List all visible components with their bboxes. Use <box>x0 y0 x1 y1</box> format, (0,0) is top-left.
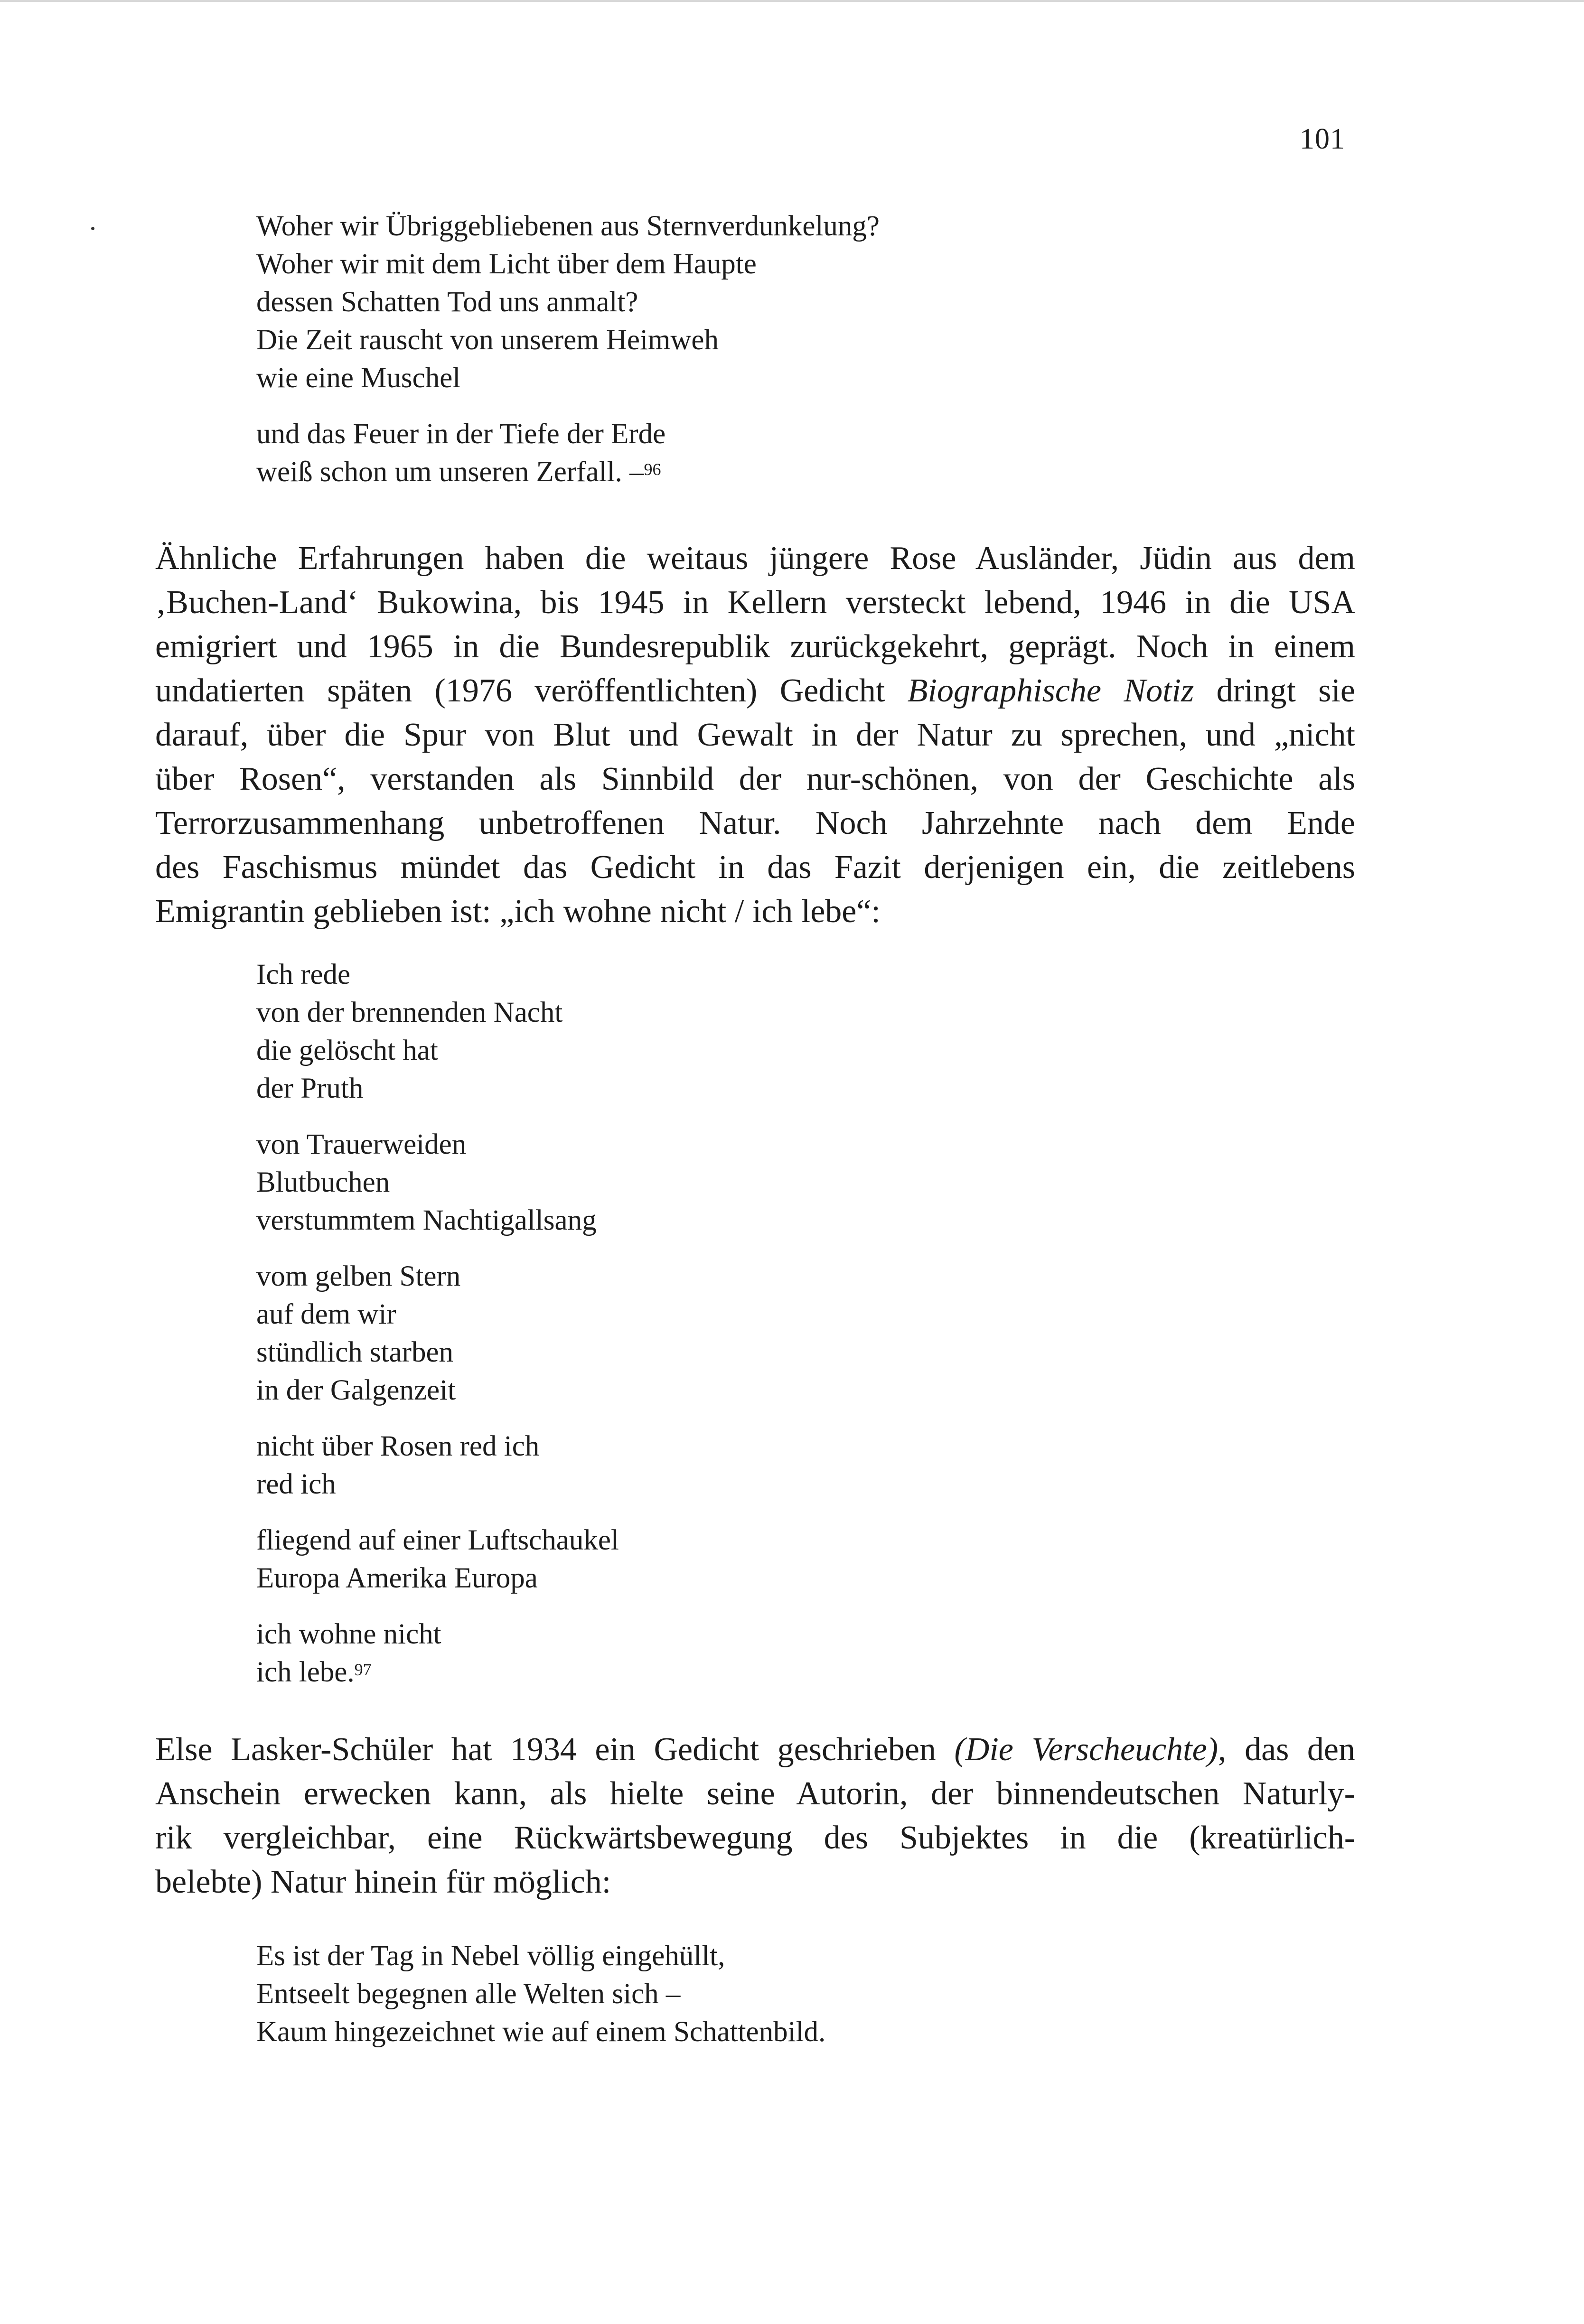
verse-line: in der Galgenzeit <box>256 1374 456 1406</box>
verse-line: von Trauerweiden <box>256 1129 467 1160</box>
work-title: (Die Verscheuchte) <box>954 1731 1218 1768</box>
verse-line: wie eine Muschel <box>256 362 461 394</box>
scan-speck <box>91 227 94 230</box>
verse-line: Ich rede <box>256 959 351 990</box>
paragraph-line <box>155 1727 1355 1772</box>
paragraph-line: ‚Buchen-Land‘ Bukowina, bis 1945 in Kellern versteckt lebend, 1946 in die USA <box>155 584 1355 621</box>
verse-line: red ich <box>256 1468 336 1500</box>
verse-line: der Pruth <box>256 1073 364 1104</box>
verse-line: stündlich starben <box>256 1336 454 1368</box>
work-title: Biographische Notiz <box>907 672 1194 709</box>
paragraph-line: Emigrantin geblieben ist: „ich wohne nicht / ich lebe“: <box>155 893 881 930</box>
verse-line: Entseelt begegnen alle Welten sich – <box>256 1978 681 2010</box>
verse-line: auf dem wir <box>256 1298 396 1330</box>
paragraph-line: rik vergleichbar, eine Rückwärtsbewegung des Subjektes in die (kreatürlich- <box>155 1820 1355 1856</box>
verse-line: und das Feuer in der Tiefe der Erde <box>256 418 666 450</box>
verse-line: dessen Schatten Tod uns anmalt? <box>256 286 638 318</box>
verse-line: Woher wir Übriggebliebenen aus Sternverdunkelung? <box>256 210 880 242</box>
verse-line: ich wohne nicht <box>256 1618 441 1650</box>
verse-line: von der brennenden Nacht <box>256 997 563 1028</box>
paragraph-line: darauf, über die Spur von Blut und Gewalt in der Natur zu sprechen, und „nicht <box>155 717 1355 753</box>
verse-line: vom gelben Stern <box>256 1260 461 1292</box>
verse-text: weiß schon um unseren Zerfall. – <box>256 456 644 488</box>
body-paragraph-1 <box>155 536 1355 933</box>
poem-excerpt-2 <box>256 956 619 1691</box>
body-paragraph-2 <box>155 1727 1355 1904</box>
poem-stanza <box>256 1428 619 1503</box>
poem-excerpt-3 <box>256 1937 825 2051</box>
poem-stanza <box>256 1615 619 1691</box>
verse-line: Die Zeit rauscht von unserem Heimweh <box>256 324 719 356</box>
paragraph-line: über Rosen“, verstanden als Sinnbild der nur-schönen, von der Geschichte als <box>155 761 1355 797</box>
poem-stanza <box>256 956 619 1108</box>
poem-stanza <box>256 1937 825 2051</box>
paragraph-line <box>155 669 1355 713</box>
poem-stanza <box>256 415 880 491</box>
verse-line <box>256 1653 619 1691</box>
paragraph-line: emigriert und 1965 in die Bundesrepublik zurückgekehrt, geprägt. Noch in einem <box>155 628 1355 665</box>
paragraph-line: des Faschismus mündet das Gedicht in das Fazit derjenigen ein, die zeitlebens <box>155 849 1355 886</box>
verse-text: ich lebe. <box>256 1656 355 1688</box>
paragraph-text: dringt sie <box>1194 672 1355 709</box>
page-number: 101 <box>1300 123 1345 155</box>
verse-line: Es ist der Tag in Nebel völlig eingehüllt, <box>256 1940 725 1972</box>
verse-line: Kaum hingezeichnet wie auf einem Schattenbild. <box>256 2016 826 2048</box>
verse-line: die gelöscht hat <box>256 1035 438 1066</box>
verse-line: verstummtem Nachtigallsang <box>256 1204 597 1236</box>
paragraph-text: , das den <box>1218 1731 1356 1768</box>
poem-stanza <box>256 1521 619 1597</box>
poem-excerpt-1 <box>256 207 880 491</box>
paragraph-line: belebte) Natur hinein für möglich: <box>155 1864 611 1900</box>
paragraph-line: Anschein erwecken kann, als hielte seine Autorin, der binnendeutschen Naturly- <box>155 1775 1355 1812</box>
poem-stanza <box>256 1126 619 1240</box>
paragraph-line: Terrorzusammenhang unbetroffenen Natur. Noch Jahrzehnte nach dem Ende <box>155 805 1355 841</box>
footnote-marker: 97 <box>354 1660 372 1679</box>
verse-line <box>256 453 880 491</box>
verse-line: Woher wir mit dem Licht über dem Haupte <box>256 248 757 280</box>
paragraph-line: Ähnliche Erfahrungen haben die weitaus jüngere Rose Ausländer, Jüdin aus dem <box>155 540 1355 577</box>
footnote-marker: 96 <box>644 460 661 479</box>
verse-line: fliegend auf einer Luftschaukel <box>256 1524 619 1556</box>
verse-line: nicht über Rosen red ich <box>256 1430 540 1462</box>
poem-stanza <box>256 207 880 397</box>
verse-line: Europa Amerika Europa <box>256 1562 538 1594</box>
scan-edge <box>0 0 1584 2</box>
verse-line: Blutbuchen <box>256 1167 390 1198</box>
paragraph-text: undatierten späten (1976 veröffentlichten) Gedicht <box>155 672 908 709</box>
paragraph-text: Else Lasker-Schüler hat 1934 ein Gedicht geschrieben <box>155 1731 955 1768</box>
poem-stanza <box>256 1258 619 1409</box>
